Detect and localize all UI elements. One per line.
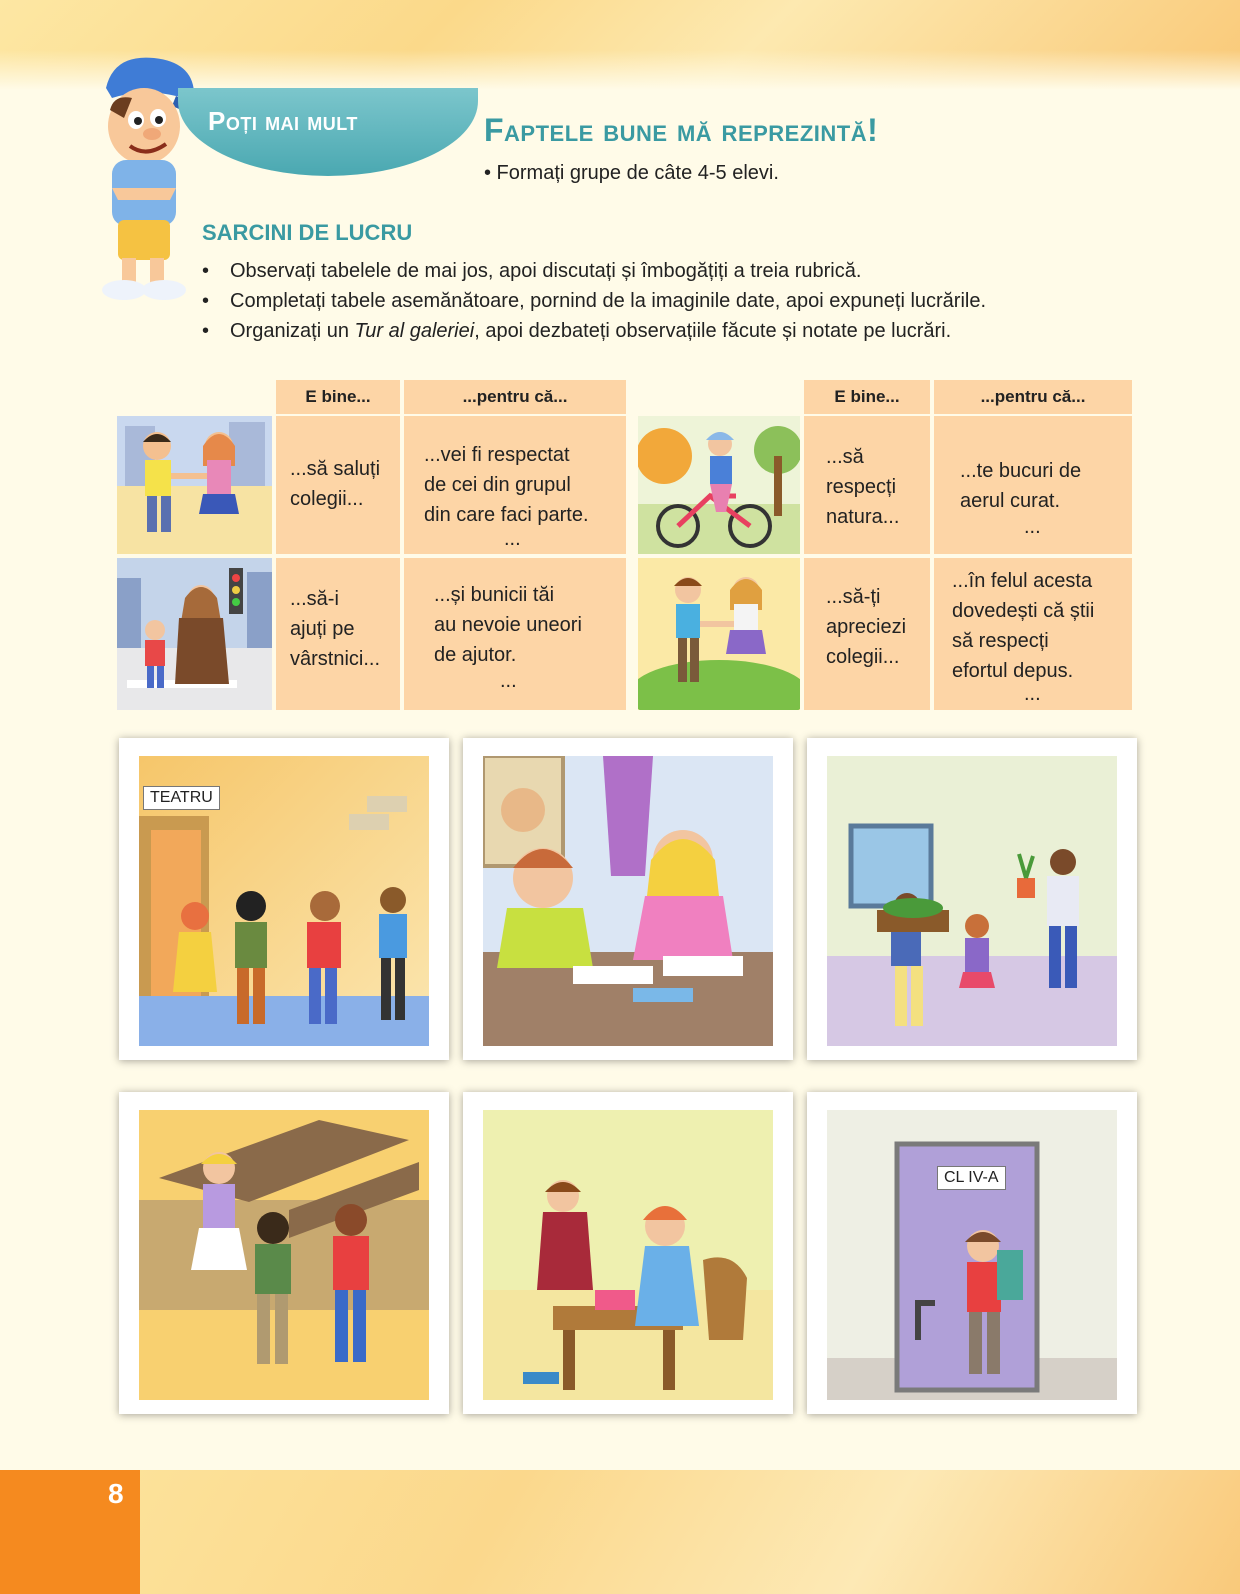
cell-line: ... xyxy=(504,528,521,550)
gallery-card-conflict xyxy=(119,1092,449,1414)
cell-line: de cei din grupul xyxy=(424,474,571,496)
cell-line: ...să-ți xyxy=(826,586,881,608)
cell-line: au nevoie uneori xyxy=(434,614,582,636)
cell-line: ... xyxy=(500,670,517,692)
cell-line: efortul depus. xyxy=(952,660,1074,682)
table-cell-pentru-ca xyxy=(404,416,626,554)
cell-line: aerul curat. xyxy=(960,490,1061,512)
table-header-e-bine: E bine... xyxy=(804,380,930,414)
cell-line: respecți xyxy=(826,476,897,498)
table-header-pentru-ca: ...pentru că... xyxy=(404,380,626,414)
table-header-e-bine: E bine... xyxy=(276,380,400,414)
children-fighting-illustration xyxy=(139,1110,429,1400)
cell-line: dovedești că știi xyxy=(952,600,1095,622)
task-italic: Tur al galeriei xyxy=(354,320,475,342)
table-cell-e-bine xyxy=(804,416,930,554)
cell-line: ...în felul acesta xyxy=(952,570,1093,592)
cycling-nature-illustration xyxy=(638,416,800,554)
cell-line: ajuți pe xyxy=(290,618,355,640)
gallery-card-homework xyxy=(463,738,793,1060)
cell-line: din care faci parte. xyxy=(424,504,589,526)
children-studying-illustration xyxy=(483,756,773,1046)
late-student-at-door-illustration xyxy=(827,1110,1117,1400)
cell-line: ...să xyxy=(826,446,864,468)
task-item: • Observați tabelele de mai jos, apoi discutați și îmbogățiți a treia rubrică. xyxy=(202,256,986,286)
task-item xyxy=(202,316,986,346)
table-cell-e-bine xyxy=(276,558,400,710)
table-cell-pentru-ca xyxy=(404,558,626,710)
theatre-sign: TEATRU xyxy=(143,786,220,810)
cell-line: natura... xyxy=(826,506,900,528)
appreciating-colleagues-illustration xyxy=(638,558,800,710)
task-text: , apoi dezbateți observațiile făcute și notate pe lucrări. xyxy=(474,320,952,342)
page-number: 8 xyxy=(108,1478,124,1509)
cell-line: apreciezi xyxy=(826,616,907,638)
classroom-door-sign: CL IV-A xyxy=(937,1166,1006,1190)
cell-line: ... xyxy=(1024,516,1041,538)
cell-line: colegii... xyxy=(290,488,364,510)
tasks-title: SARCINI DE LUCRU xyxy=(202,220,413,245)
mascot-boy-illustration xyxy=(84,48,204,308)
gallery-card-plant xyxy=(807,738,1137,1060)
task-list xyxy=(202,256,986,346)
cell-line: de ajutor. xyxy=(434,644,517,666)
gallery-card-late-student xyxy=(807,1092,1137,1414)
cell-line: colegii... xyxy=(826,646,900,668)
table-cell-e-bine xyxy=(804,558,930,710)
children-sharing-illustration xyxy=(483,1110,773,1400)
table-cell-e-bine xyxy=(276,416,400,554)
children-carrying-plants-illustration xyxy=(827,756,1117,1046)
helping-elderly-illustration xyxy=(117,558,272,710)
cell-line: ...vei fi respectat xyxy=(424,444,570,466)
intro-instruction: • Formați grupe de câte 4-5 elevi. xyxy=(484,162,779,184)
greeting-classmates-illustration xyxy=(117,416,272,554)
table-cell-pentru-ca xyxy=(934,416,1132,554)
gallery-card-theatre xyxy=(119,738,449,1060)
cell-line: să respecți xyxy=(952,630,1049,652)
cell-line: vârstnici... xyxy=(290,648,381,670)
page-bottom-background xyxy=(0,1470,1240,1594)
page-title: Faptele bune mă reprezintă! xyxy=(484,112,879,148)
task-item: • Completați tabele asemănătoare, pornind de la imaginile date, apoi expuneți lucrările. xyxy=(202,286,986,316)
table-header-pentru-ca: ...pentru că... xyxy=(934,380,1132,414)
cell-line: ...te bucuri de xyxy=(960,460,1082,482)
banner-label: Poți mai mult xyxy=(208,106,358,136)
gallery-card-sharing xyxy=(463,1092,793,1414)
task-text: Organizați un xyxy=(230,320,355,342)
cell-line: ...și bunicii tăi xyxy=(434,584,555,606)
table-cell-pentru-ca xyxy=(934,558,1132,710)
cell-line: ...să-i xyxy=(290,588,339,610)
cell-line: ... xyxy=(1024,683,1041,705)
cell-line: ...să saluți xyxy=(290,458,381,480)
